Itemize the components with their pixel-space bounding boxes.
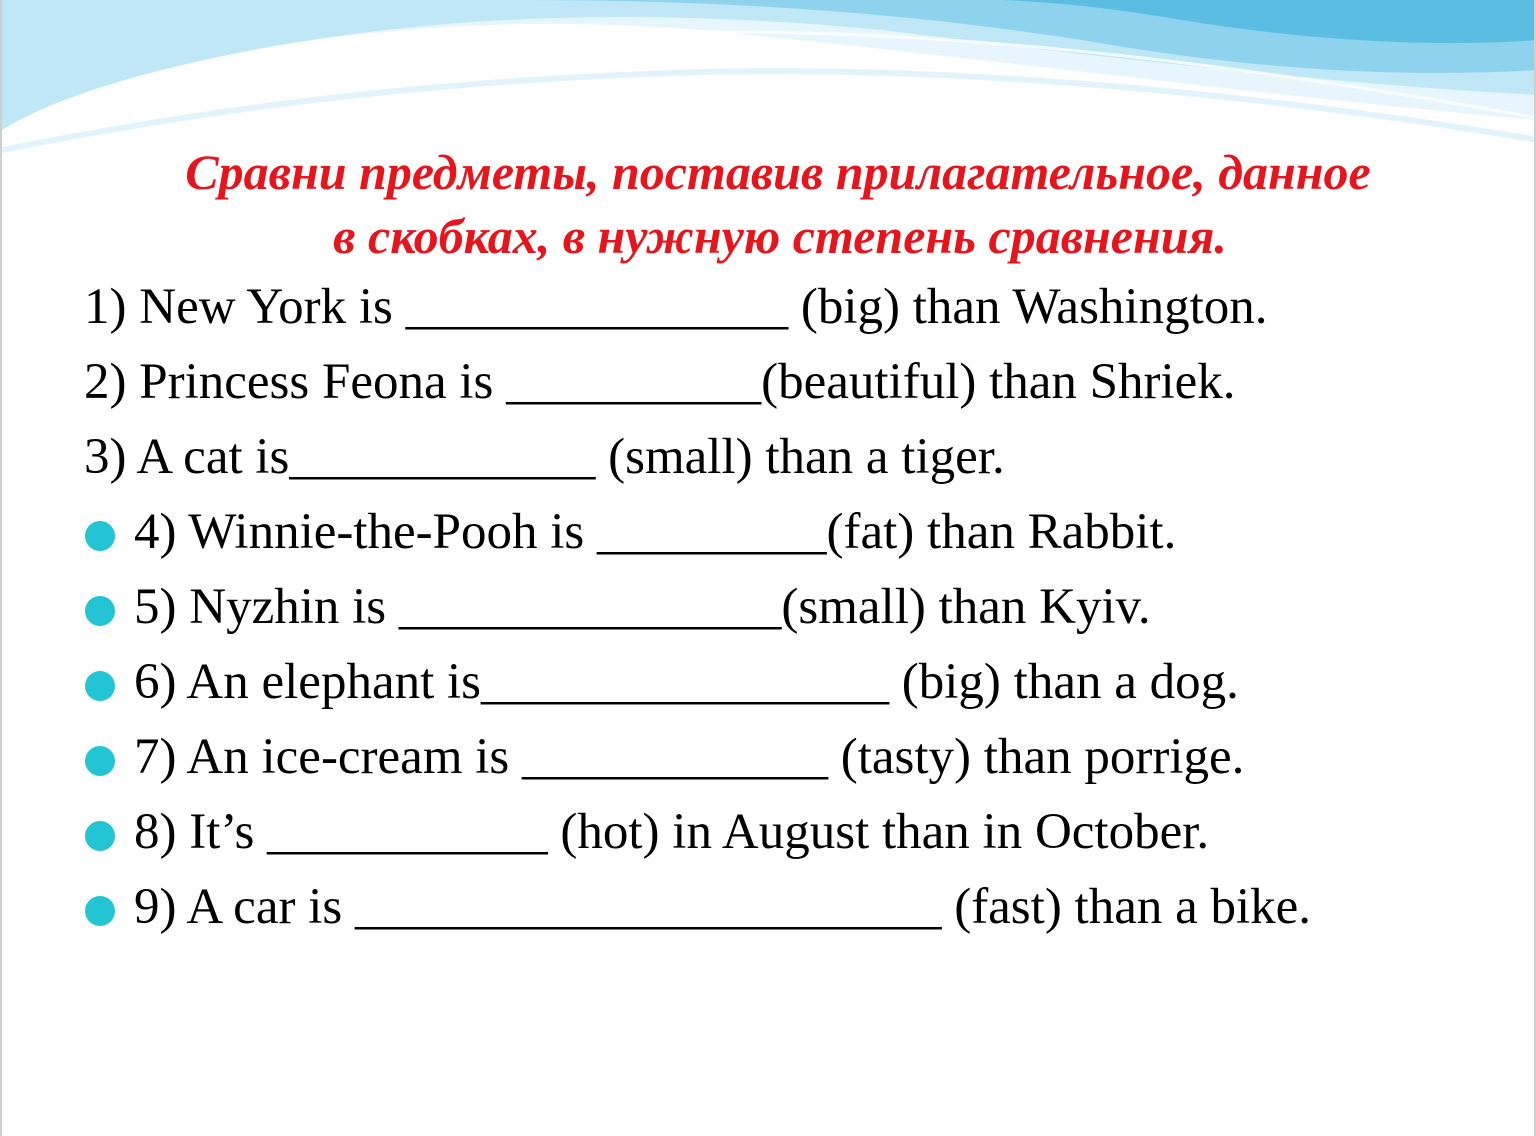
exercise-item-8 <box>134 795 1209 869</box>
exercise-item-1 <box>84 270 1268 344</box>
bullet-icon <box>85 521 115 551</box>
exercise-text: 3) A cat is____________ (small) than a tiger. <box>84 429 1005 485</box>
bullet-icon <box>85 671 115 701</box>
instruction-title-line-1: Сравни предметы, поставив прилагательное, данное <box>185 144 1371 200</box>
exercise-text: 8) It’s ___________ (hot) in August than in October. <box>134 804 1210 860</box>
instruction-title <box>2 140 1536 268</box>
exercise-text: 6) An elephant is________________ (big) than a dog. <box>134 654 1239 710</box>
exercise-item-7 <box>134 720 1244 794</box>
bullet-icon <box>85 821 115 851</box>
exercise-item-3 <box>84 420 1005 494</box>
exercise-item-2 <box>84 345 1236 419</box>
exercise-text: 9) A car is _______________________ (fast) than a bike. <box>134 879 1312 935</box>
instruction-title-line-2: в скобках, в нужную степень сравнения. <box>333 208 1227 264</box>
exercise-text: 4) Winnie-the-Pooh is _________(fat) than Rabbit. <box>134 504 1177 560</box>
exercise-text: 7) An ice-cream is ____________ (tasty) than porrige. <box>134 729 1245 785</box>
exercise-item-9 <box>134 870 1311 944</box>
exercise-text: 2) Princess Feona is __________(beautiful) than Shriek. <box>84 354 1236 410</box>
exercise-item-6 <box>134 645 1239 719</box>
exercise-item-4 <box>134 495 1176 569</box>
exercise-text: 5) Nyzhin is _______________(small) than Kyiv. <box>134 579 1151 635</box>
bullet-icon <box>85 596 115 626</box>
exercise-text: 1) New York is _______________ (big) than Washington. <box>84 279 1268 335</box>
bullet-icon <box>85 896 115 926</box>
bullet-icon <box>85 746 115 776</box>
exercise-item-5 <box>134 570 1151 644</box>
